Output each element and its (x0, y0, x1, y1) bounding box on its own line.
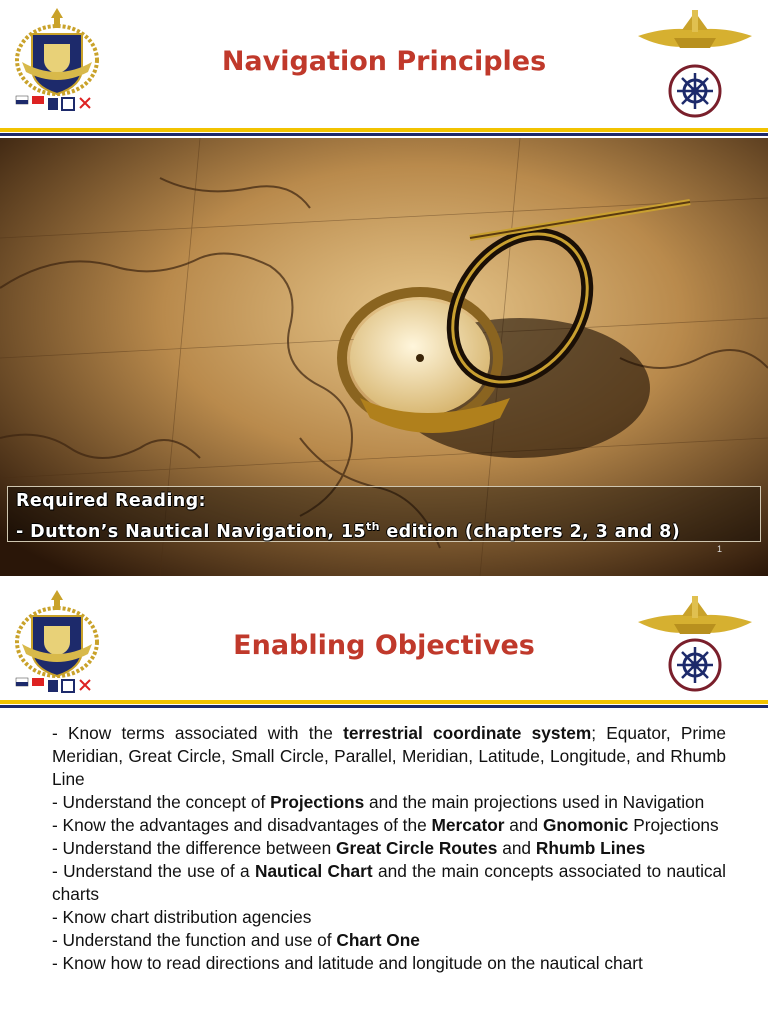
page-title: Enabling Objectives (233, 630, 535, 661)
objective-item (52, 814, 726, 837)
objective-item (52, 860, 726, 906)
objective-keyword: terrestrial coordinate system (343, 723, 592, 743)
objective-keyword: Projections (270, 792, 365, 812)
surface-warfare-pin-icon (634, 8, 756, 56)
slide-header (0, 588, 768, 712)
objective-text: and the main concepts associated to nautical charts (52, 861, 727, 904)
objective-text: - Know chart distribution agencies (52, 907, 312, 927)
page-title: Navigation Principles (221, 46, 547, 77)
objective-text: - Understand the difference between (52, 838, 337, 858)
surface-warfare-pin-icon (634, 594, 756, 642)
objective-item (52, 722, 726, 791)
objective-text: and (497, 838, 536, 858)
reading-prefix: - Dutton’s Nautical Navigation, 15 (16, 521, 366, 542)
header-navy-rule (0, 705, 768, 708)
ship-wheel-icon (668, 638, 722, 692)
objective-text: and the main projections used in Navigation (364, 792, 705, 812)
header-gold-rule (0, 128, 768, 132)
objective-text: - Know terms associated with the (52, 723, 344, 743)
required-reading-heading: Required Reading: (16, 491, 206, 511)
reading-sup: th (366, 520, 380, 533)
objective-text: and (504, 815, 543, 835)
objective-keyword: Nautical Chart (254, 861, 373, 881)
objective-item (52, 906, 726, 929)
slide-enabling-objectives (0, 588, 768, 1024)
objectives-list (52, 722, 726, 975)
objective-text: - Understand the use of a (52, 861, 255, 881)
required-reading-text (16, 514, 752, 545)
objective-keyword: Great Circle Routes (336, 838, 498, 858)
objective-keyword: Gnomonic (542, 815, 629, 835)
required-reading-box (7, 486, 761, 542)
objective-item (52, 791, 726, 814)
ship-wheel-icon (668, 64, 722, 118)
slide-separator (0, 576, 768, 588)
objective-text: - Understand the function and use of (52, 930, 337, 950)
objective-text: ; Equator, Prime Meridian, Great Circle, Small Circle, Parallel, Meridian, Latitude, Longitude, and Rhumb Line (52, 723, 727, 789)
reading-suffix: edition (chapters 2, 3 and 8) (379, 521, 681, 542)
objective-text: - Know how to read directions and latitude and longitude on the nautical chart (52, 953, 643, 973)
header-navy-rule (0, 133, 768, 136)
objective-keyword: Rhumb Lines (535, 838, 646, 858)
objective-text: - Know the advantages and disadvantages of the (52, 815, 432, 835)
objective-keyword: Chart One (336, 930, 420, 950)
objective-text: - Understand the concept of (52, 792, 271, 812)
objective-item (52, 952, 726, 975)
header-gold-rule (0, 700, 768, 704)
objective-item (52, 837, 726, 860)
objective-item (52, 929, 726, 952)
slide-header (0, 0, 768, 124)
objective-text: Projections (628, 815, 719, 835)
objective-keyword: Mercator (431, 815, 505, 835)
page-number: 1 (716, 544, 722, 554)
